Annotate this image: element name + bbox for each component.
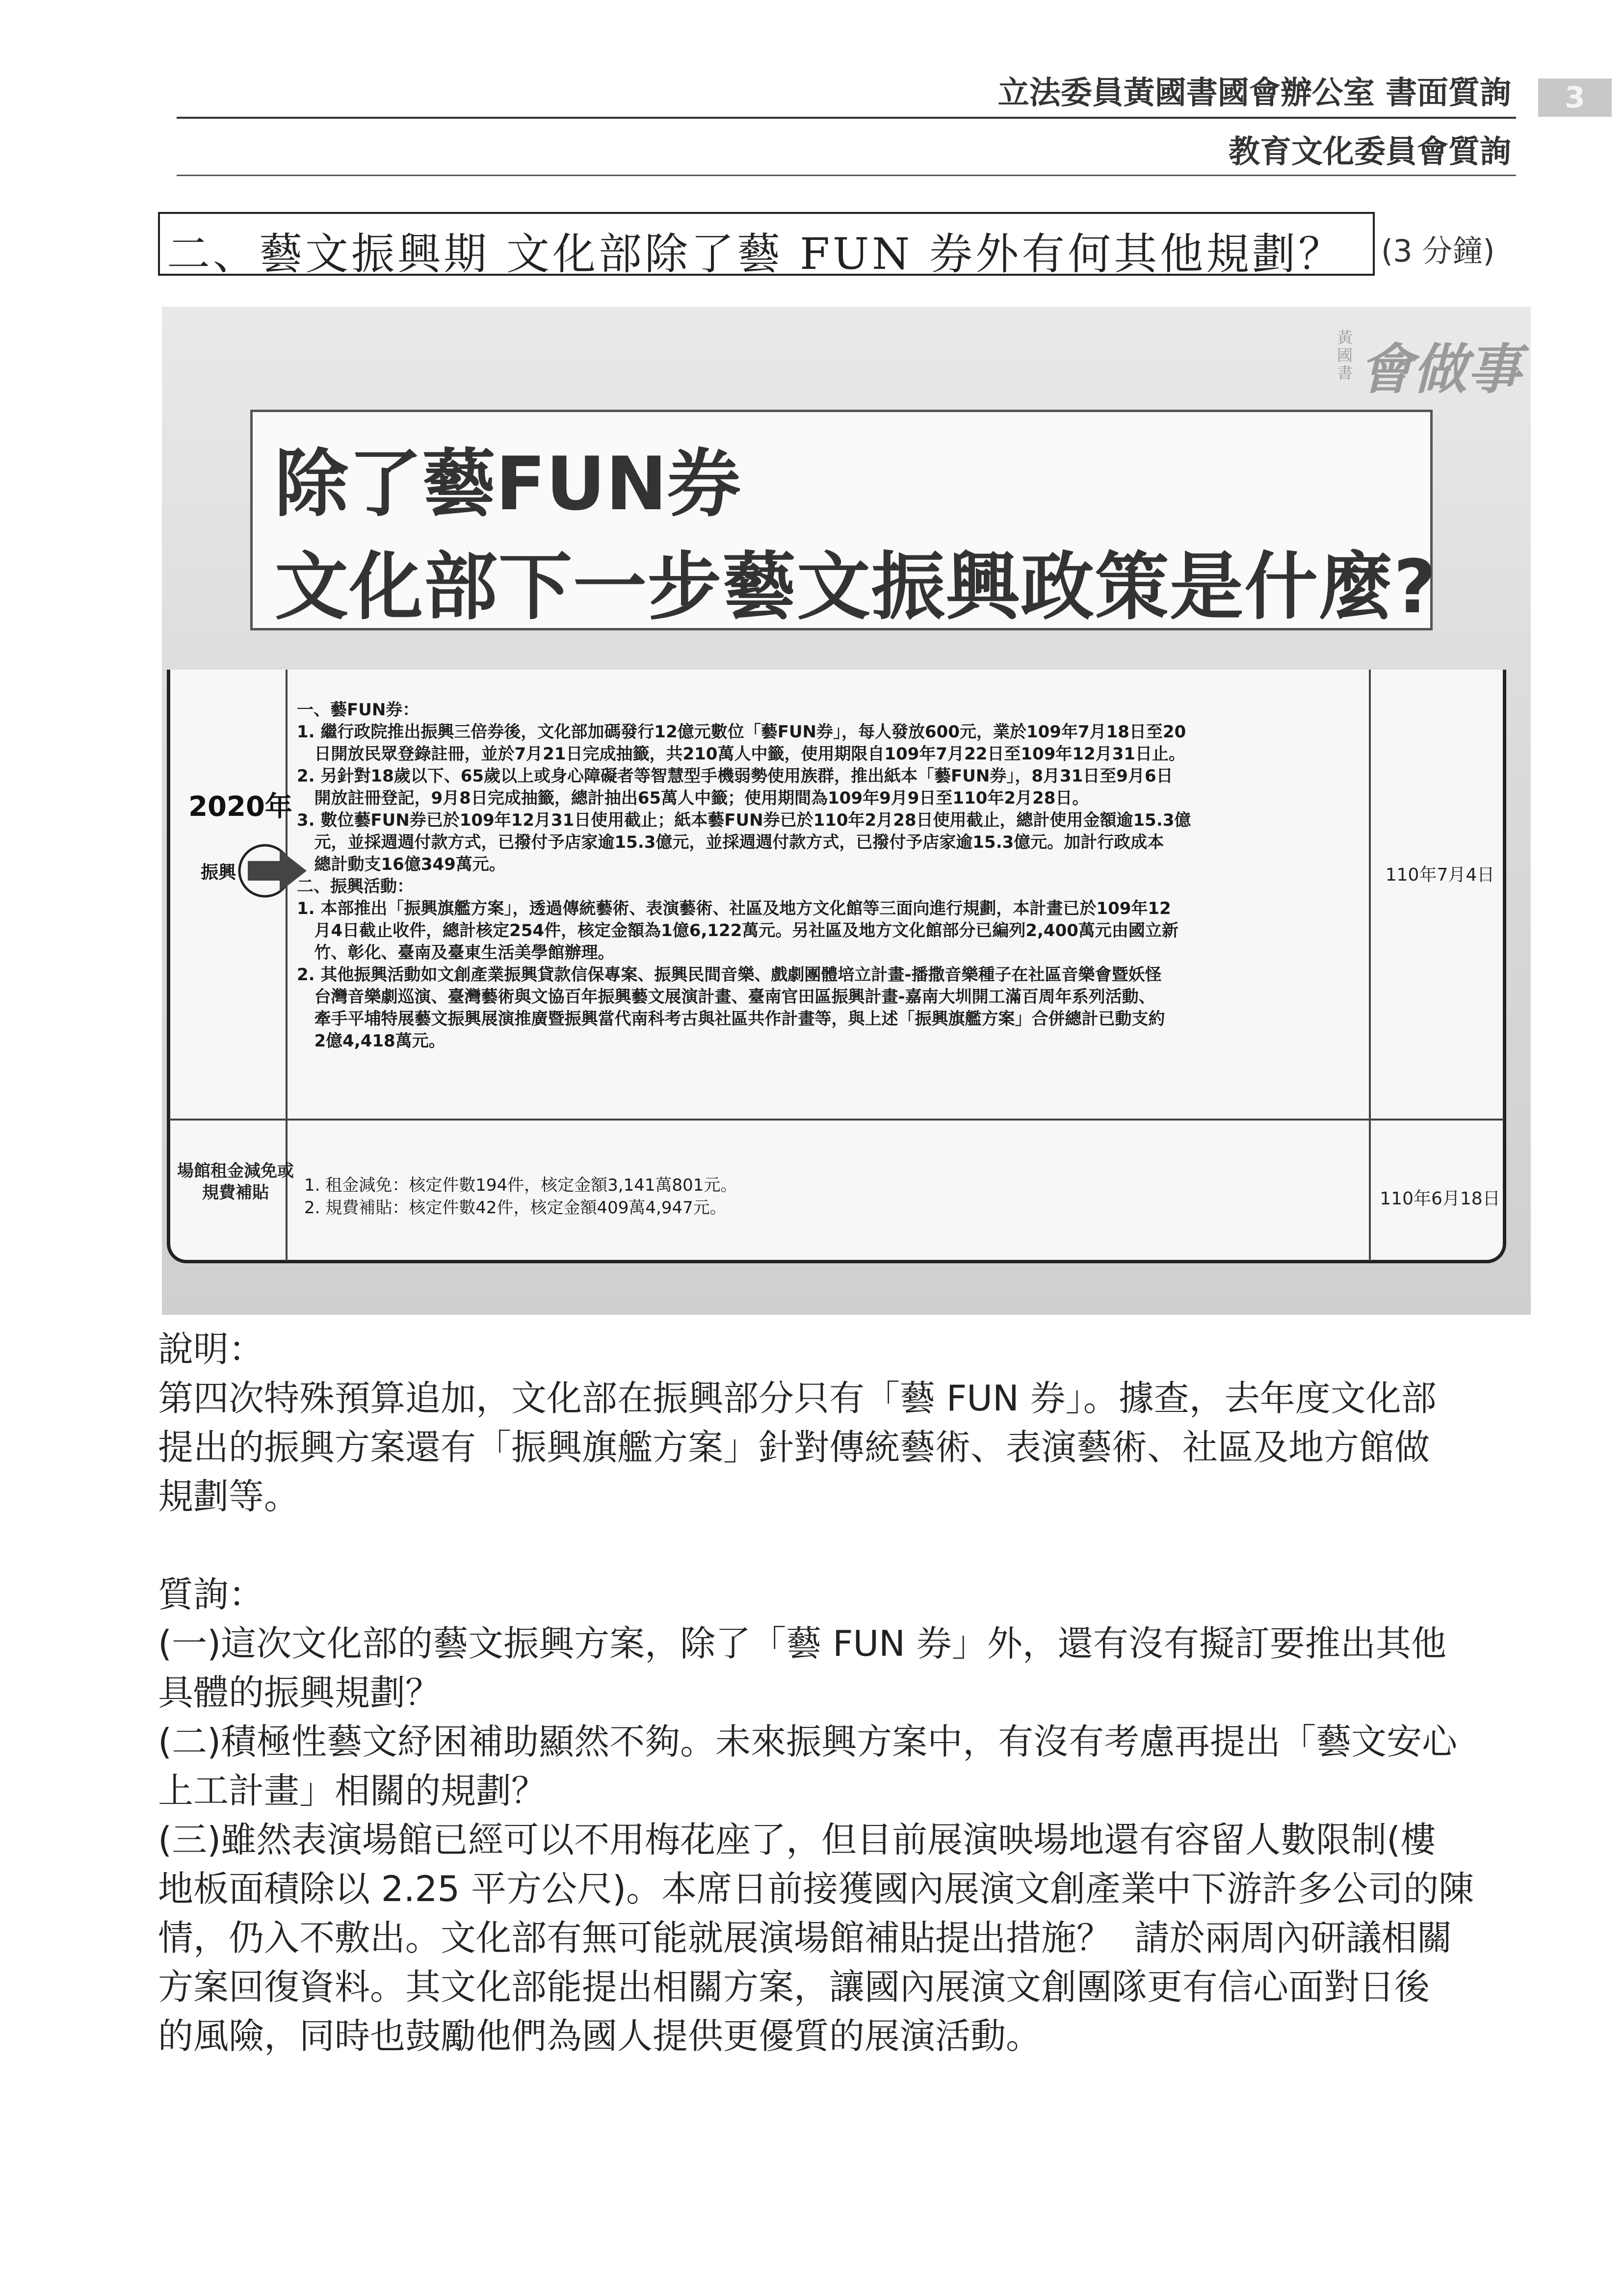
- header-divider: [177, 117, 1516, 119]
- explanation-line: 規劃等。: [158, 1476, 300, 1517]
- inquiry-heading: 質詢：: [158, 1574, 264, 1615]
- question-title: 二、藝文振興期 文化部除了藝 FUN 券外有何其他規劃？: [167, 229, 1345, 279]
- headline-line-1: 除了藝FUN券: [275, 442, 741, 527]
- explanation-line: 第四次特殊預算追加，文化部在振興部分只有「藝 FUN 券」。據查，去年度文化部: [158, 1378, 1437, 1419]
- question-time: (3 分鐘): [1381, 233, 1495, 269]
- inquiry-line: 方案回復資料。其文化部能提出相關方案，讓國內展演文創團隊更有信心面對日後: [158, 1966, 1430, 2008]
- subsidy-label: 場館租金減免或規費補貼: [177, 1161, 294, 1202]
- revival-content-line: 牽手平埔特展藝文振興展演推廣暨振興當代南科考古與社區共作計畫等，與上述「振興旗艦方案」合併總計已動支約: [297, 1009, 1165, 1029]
- office-header: 立法委員黃國書國會辦公室 書面質詢: [997, 75, 1511, 111]
- inquiry-line: (三)雖然表演場館已經可以不用梅花座了，但目前展演映場地還有容留人數限制(樓: [158, 1819, 1436, 1860]
- explanation-heading: 說明：: [158, 1329, 264, 1370]
- subsidy-content-line: 2. 規費補貼：核定件數42件，核定金額409萬4,947元。: [304, 1198, 727, 1218]
- subsidy-date: 110年6月18日: [1380, 1189, 1500, 1209]
- revival-content-line: 1. 繼行政院推出振興三倍券後，文化部加碼發行12億元數位「藝FUN券」，每人發放600元，業於109年7月18日至20: [297, 722, 1186, 742]
- revival-content-line: 日開放民眾登錄註冊，並於7月21日完成抽籤，共210萬人中籤，使用期限自109年7月22日至109年12月31日止。: [297, 744, 1185, 764]
- revival-content-line: 開放註冊登記，9月8日完成抽籤，總計抽出65萬人中籤；使用期間為109年9月9日至110年2月28日。: [297, 788, 1089, 808]
- revival-content-line: 1. 本部推出「振興旗艦方案」，透過傳統藝術、表演藝術、社區及地方文化館等三面向進行規劃，本計畫已於109年12: [297, 899, 1171, 918]
- revival-content-line: 元，並採週週付款方式，已撥付予店家逾15.3億元，並採週週付款方式，已撥付予店家逾15.3億元。加計行政成本: [297, 833, 1164, 852]
- revival-content-line: 總計動支16億349萬元。: [297, 855, 506, 874]
- inquiry-line: 地板面積除以 2.25 平方公尺)。本席日前接獲國內展演文創產業中下游許多公司的陳: [158, 1868, 1474, 1909]
- explanation-line: 提出的振興方案還有「振興旗艦方案」針對傳統藝術、表演藝術、社區及地方館做: [158, 1427, 1430, 1468]
- subsidy-content: [304, 1174, 1369, 1219]
- page-number-badge: 3: [1538, 78, 1612, 117]
- revival-content: [297, 699, 1371, 1052]
- revival-tag: 振興: [200, 862, 236, 883]
- slide-image: [162, 307, 1531, 1315]
- inquiry-line: 具體的振興規劃？: [158, 1672, 441, 1713]
- revival-content-line: 二、振興活動：: [297, 877, 414, 896]
- revival-content-line: 2. 另針對18歲以下、65歲以上或身心障礙者等智慧型手機弱勢使用族群，推出紙本「藝FUN券」，8月31日至9月6日: [297, 766, 1173, 786]
- committee-header: 教育文化委員會質詢: [1229, 134, 1511, 170]
- subsidy-content-line: 1. 租金減免：核定件數194件，核定金額3,141萬801元。: [304, 1175, 737, 1195]
- revival-content-line: 台灣音樂劇巡演、臺灣藝術與文協百年振興藝文展演計畫、臺南官田區振興計畫-嘉南大圳開工滿百周年系列活動、: [297, 987, 1155, 1007]
- inquiry-line: 上工計畫」相關的規劃？: [158, 1770, 547, 1811]
- revival-content-line: 3. 數位藝FUN券已於109年12月31日使用截止；紙本藝FUN券已於110年2月28日使用截止，總計使用金額逾15.3億: [297, 810, 1191, 830]
- table-row-divider: [169, 1119, 1504, 1121]
- revival-content-line: 竹、彰化、臺南及臺東生活美學館辦理。: [297, 943, 615, 963]
- inquiry-line: (二)積極性藝文紓困補助顯然不夠。未來振興方案中，有沒有考慮再提出「藝文安心: [158, 1721, 1458, 1762]
- revival-content-line: 2億4,418萬元。: [297, 1031, 445, 1051]
- logo-small-text: 黃國書: [1337, 328, 1353, 382]
- logo-text: 會做事: [1359, 338, 1521, 401]
- header-divider-secondary: [177, 175, 1516, 176]
- explanation-section: [158, 1325, 1532, 1521]
- year-label: 2020年: [188, 791, 292, 823]
- revival-date: 110年7月4日: [1385, 865, 1495, 885]
- revival-content-line: 一、藝FUN券：: [297, 700, 419, 720]
- revival-content-line: 月4日截止收件，總計核定254件，核定金額為1億6,122萬元。另社區及地方文化館部分已編列2,400萬元由國立新: [297, 921, 1179, 940]
- inquiry-line: 的風險，同時也鼓勵他們為國人提供更優質的展演活動。: [158, 2015, 1042, 2057]
- revival-content-line: 2. 其他振興活動如文創產業振興貸款信保專案、振興民間音樂、戲劇團體培立計畫-播撒音樂種子在社區音樂會暨妖怪: [297, 965, 1162, 985]
- headline-line-2: 文化部下一步藝文振興政策是什麼?: [275, 545, 1438, 630]
- inquiry-line: 情，仍入不敷出。文化部有無可能就展演場館補貼提出措施？ 請於兩周內研議相關: [158, 1917, 1452, 1958]
- inquiry-section: [158, 1570, 1532, 2061]
- inquiry-line: (一)這次文化部的藝文振興方案，除了「藝 FUN 券」外，還有沒有擬訂要推出其他: [158, 1623, 1446, 1664]
